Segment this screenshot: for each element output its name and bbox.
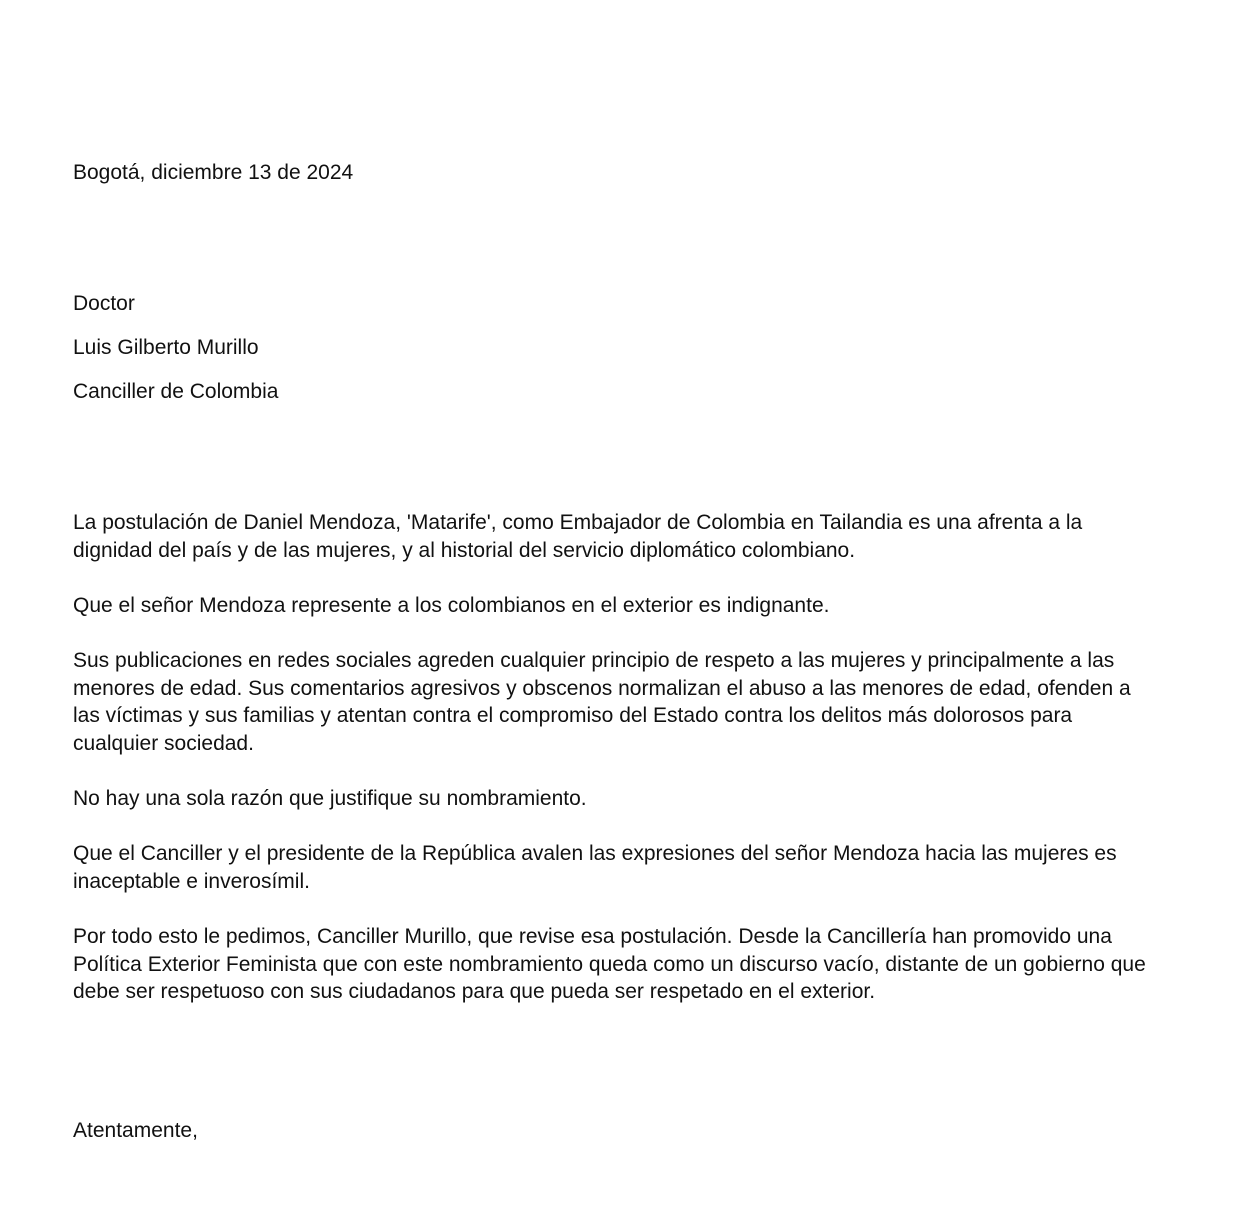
body-paragraph-3: Sus publicaciones en redes sociales agreden cualquier principio de respeto a las mujeres y principalmente a las menores de edad. Sus comentarios agresivos y obscenos normalizan el abuso a las menores de edad, ofenden a las víctimas y sus familias y atentan contra el compromiso del Estado contra los delitos más dolorosos para cualquier sociedad.: [73, 649, 1131, 755]
recipient-name: Luis Gilberto Murillo: [73, 336, 259, 359]
letter-date: Bogotá, diciembre 13 de 2024: [73, 161, 354, 184]
body-paragraph-1: La postulación de Daniel Mendoza, 'Matarife', como Embajador de Colombia en Tailandia es una afrenta a la dignidad del país y de las mujeres, y al historial del servicio diplomático colombiano.: [73, 511, 1083, 562]
body-paragraph-6: Por todo esto le pedimos, Canciller Murillo, que revise esa postulación. Desde la Cancillería han promovido una Política Exterior Feminista que con este nombramiento queda como un discurso vacío, distante de un gobierno que debe ser respetuoso con sus ciudadanos para que pueda ser respetado en el exterior.: [73, 925, 1146, 1003]
body-paragraph-2: Que el señor Mendoza represente a los colombianos en el exterior es indignante.: [73, 594, 830, 617]
letter-closing: Atentamente,: [73, 1119, 198, 1142]
body-paragraph-5: Que el Canciller y el presidente de la República avalen las expresiones del señor Mendoza hacia las mujeres es inaceptable e inverosímil.: [73, 842, 1117, 893]
recipient-position: Canciller de Colombia: [73, 380, 279, 403]
body-paragraph-4: No hay una sola razón que justifique su nombramiento.: [73, 787, 587, 810]
recipient-title: Doctor: [73, 292, 135, 315]
